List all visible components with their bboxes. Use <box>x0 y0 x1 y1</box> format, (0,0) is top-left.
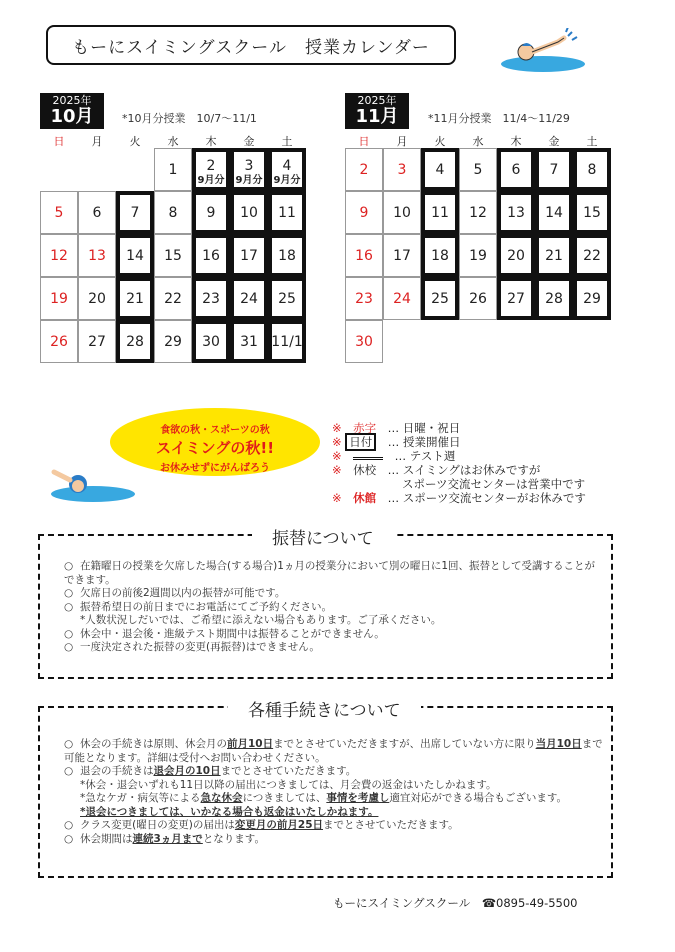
weekday-wed: 水 <box>167 135 179 148</box>
calendar-day: 10 <box>230 191 268 234</box>
furikae-title: 振替について <box>252 524 394 549</box>
weekday-thu: 木 <box>205 135 217 148</box>
november-period: *11月分授業 11/4～11/29 <box>428 112 570 125</box>
calendar-day: 29 <box>154 320 192 363</box>
calendar-day: 4 9月分 <box>268 148 306 191</box>
weekday-sun: 日 <box>358 135 370 148</box>
school-name: もーにスイミングスクール <box>333 896 471 910</box>
calendar-day: 13 <box>497 191 535 234</box>
calendar-day: 5 <box>40 191 78 234</box>
october-weekdays <box>40 133 306 149</box>
calendar-day: 12 <box>40 234 78 277</box>
calendar-day: 22 <box>154 277 192 320</box>
calendar-day: 11 <box>421 191 459 234</box>
calendar-day: 28 <box>535 277 573 320</box>
list-item: ○ 一度決定された振替の変更(再振替)はできません。 <box>64 641 320 653</box>
calendar-day: 13 <box>78 234 116 277</box>
weekday-sun: 日 <box>53 135 65 148</box>
calendar-day: 26 <box>459 277 497 320</box>
november-weekdays <box>345 133 611 149</box>
phone-number: ☎0895-49-5500 <box>481 896 578 910</box>
tetsuzuki-list: ○ 休会の手続きは原則、休会月の前月10日までとさせていただきますが、出席していない方に限り当月10日まで可能となります。詳細は受付へお問い合わせください。 ○ 退会の手続きは退会月の10日までとさせていただきます。 *休会・退会いずれも11日以降の届出につきましては、月会費の返金はいたしかねます。 *急なケガ・病気等による急な休会につきましては、事情を考慮し適宜対応ができる場合もございます。 *退会につきましては、いかなる場合も返金はいたしかねます。 ○ クラス変更(曜日の変更)の届出は変更月の前月25日までとさせていただきます。 ○ 休会期間は連続3ヵ月までとなります。 <box>64 738 603 845</box>
calendar-day: 18 <box>268 234 306 277</box>
swimmer-icon <box>498 28 588 78</box>
calendar-day: 18 <box>421 234 459 277</box>
calendar-day: 21 <box>535 234 573 277</box>
autumn-bubble: 食欲の秋・スポーツの秋 スイミングの秋!! お休みせずにがんばろう <box>110 408 320 476</box>
list-item: ○ 退会の手続きは退会月の10日までとさせていただきます。 <box>64 765 357 777</box>
weekday-sat: 土 <box>586 135 598 148</box>
calendar-day: 7 <box>535 148 573 191</box>
calendar-day: 23 <box>192 277 230 320</box>
weekday-sat: 土 <box>281 135 293 148</box>
calendar-day: 15 <box>154 234 192 277</box>
calendar-day: 25 <box>268 277 306 320</box>
weekday-fri: 金 <box>548 135 560 148</box>
november-year-block: 2025年 11月 <box>345 93 409 129</box>
list-item: ○ 欠席日の前後2週間以内の振替が可能です。 <box>64 587 286 599</box>
calendar-day: 5 <box>459 148 497 191</box>
swimmer-icon <box>48 462 138 507</box>
calendar-day: 24 <box>383 277 421 320</box>
furikae-list <box>64 560 604 655</box>
calendar-day: 1 <box>154 148 192 191</box>
calendar-day: 17 <box>383 234 421 277</box>
calendar-day: 24 <box>230 277 268 320</box>
weekday-mon: 月 <box>91 135 103 148</box>
calendar-day: 10 <box>383 191 421 234</box>
october-year-block: 2025年 10月 <box>40 93 104 129</box>
footer <box>333 895 578 911</box>
page-title: もーにスイミングスクール 授業カレンダー <box>46 25 456 65</box>
calendar-day: 30 <box>192 320 230 363</box>
calendar-day: 9 <box>345 191 383 234</box>
calendar-day: 12 <box>459 191 497 234</box>
october-period: *10月分授業 10/7～11/1 <box>122 112 257 125</box>
list-item: ○ 休会の手続きは原則、休会月の前月10日までとさせていただきますが、出席していない方に限り当月10日まで可能となります。詳細は受付へお問い合わせください。 <box>64 738 603 764</box>
calendar-day: 4 <box>421 148 459 191</box>
calendar-day: 20 <box>497 234 535 277</box>
calendar-day: 27 <box>497 277 535 320</box>
calendar-day: 19 <box>40 277 78 320</box>
calendar-day: 2 9月分 <box>192 148 230 191</box>
list-item: ○ 休会中・退会後・進級テスト期間中は振替ることができません。 <box>64 627 385 640</box>
calendar-day: 6 <box>78 191 116 234</box>
calendar-day: 19 <box>459 234 497 277</box>
calendar-day: 26 <box>40 320 78 363</box>
list-item: ○ 在籍曜日の授業を欠席した場合(する場合)1ヵ月の授業分において別の曜日に1回、振替として受講することができます。 <box>64 560 596 586</box>
weekday-tue: 火 <box>434 135 446 148</box>
calendar-day: 11/1 <box>268 320 306 363</box>
weekday-tue: 火 <box>129 135 141 148</box>
calendar-day: 27 <box>78 320 116 363</box>
calendar-day: 15 <box>573 191 611 234</box>
calendar-day: 2 <box>345 148 383 191</box>
calendar-day: 9 <box>192 191 230 234</box>
calendar-day: 14 <box>116 234 154 277</box>
calendar-day: 22 <box>573 234 611 277</box>
weekday-thu: 木 <box>510 135 522 148</box>
calendar-day: 30 <box>345 320 383 363</box>
list-item: ○ クラス変更(曜日の変更)の届出は変更月の前月25日までとさせていただきます。 <box>64 819 459 831</box>
calendar-day: 29 <box>573 277 611 320</box>
calendar-day: 20 <box>78 277 116 320</box>
calendar-day: 25 <box>421 277 459 320</box>
calendar-day: 3 9月分 <box>230 148 268 191</box>
calendar-day: 31 <box>230 320 268 363</box>
calendar-day: 3 <box>383 148 421 191</box>
weekday-wed: 水 <box>472 135 484 148</box>
list-item: ○ 休会期間は連続3ヵ月までとなります。 <box>64 832 265 845</box>
calendar-day: 7 <box>116 191 154 234</box>
calendar-day: 8 <box>573 148 611 191</box>
list-note: *人数状況しだいでは、ご希望に添えない場合もあります。ご了承ください。 <box>80 614 442 626</box>
list-item: ○ 振替希望日の前日までにお電話にてご予約ください。 <box>64 600 332 613</box>
calendar-day: 21 <box>116 277 154 320</box>
legend: ※ 赤字 … 日曜・祝日 ※ 日付 … 授業開催日 ※ … テスト週 ※ 休校 … スイミングはお休みですが スポーツ交流センターは営業中です ※ 休館 … スポーツ交流センターがお休みです <box>332 421 586 505</box>
weekday-fri: 金 <box>243 135 255 148</box>
calendar-day: 28 <box>116 320 154 363</box>
calendar-day: 6 <box>497 148 535 191</box>
calendar-day: 14 <box>535 191 573 234</box>
calendar-day: 23 <box>345 277 383 320</box>
calendar-day: 16 <box>345 234 383 277</box>
calendar-day: 8 <box>154 191 192 234</box>
calendar-day: 16 <box>192 234 230 277</box>
calendar-day: 11 <box>268 191 306 234</box>
tetsuzuki-title: 各種手続きについて <box>228 696 421 721</box>
calendar-day: 17 <box>230 234 268 277</box>
weekday-mon: 月 <box>396 135 408 148</box>
